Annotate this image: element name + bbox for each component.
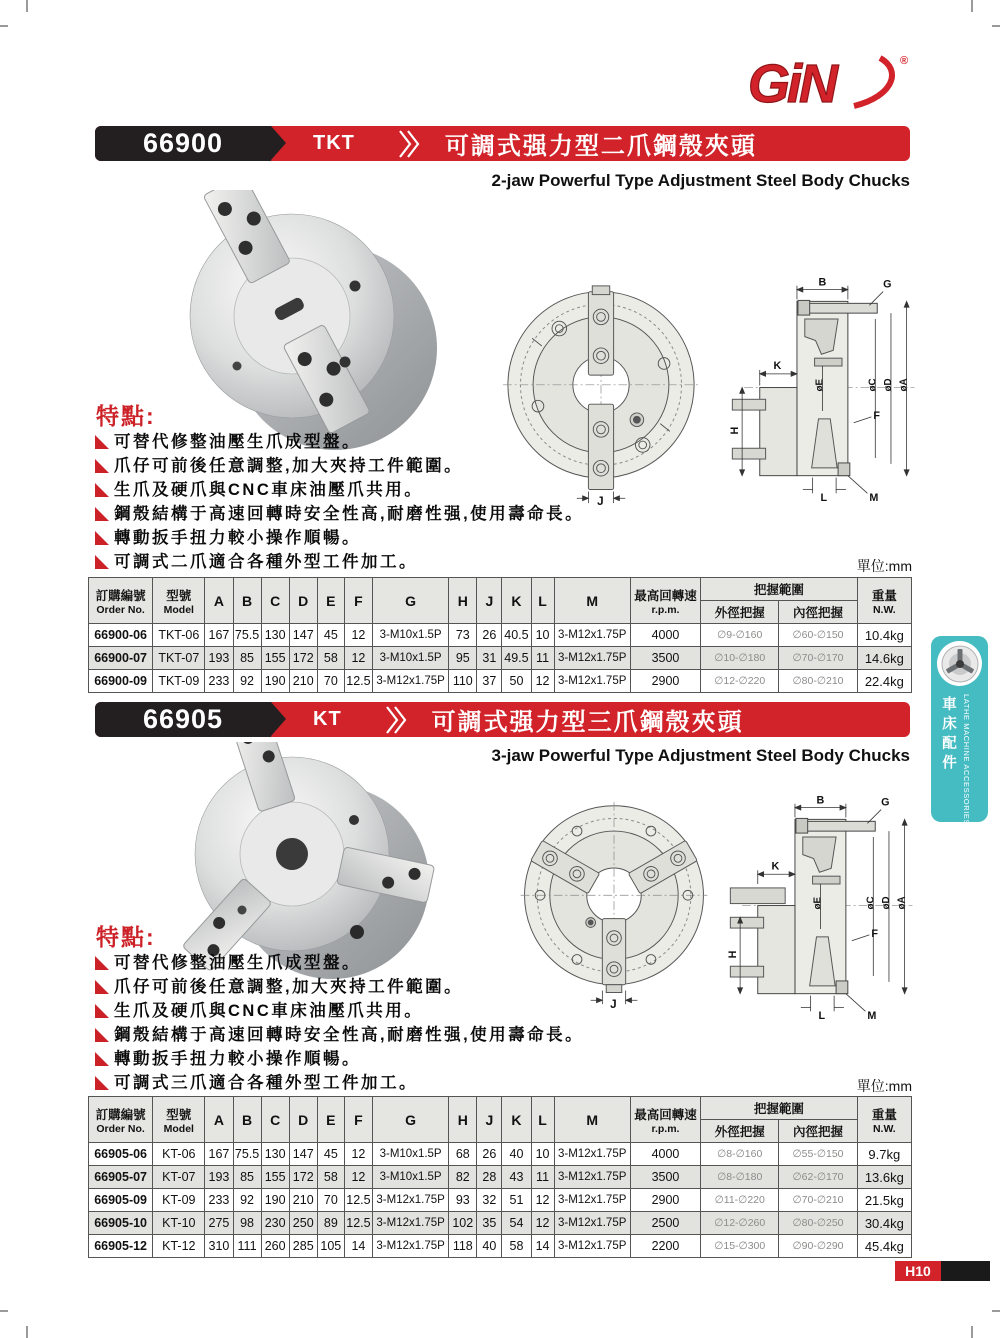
section-title-en: 2-jaw Powerful Type Adjustment Steel Body Chucks [491, 171, 910, 190]
crop-mark [971, 1326, 973, 1338]
cell: ∅8-∅160 [701, 1143, 779, 1166]
cell: 68 [449, 1143, 477, 1166]
cell: 12 [531, 1189, 554, 1212]
features-list-2 [95, 953, 584, 1097]
cell: KT-10 [153, 1212, 205, 1235]
cell: ∅60-∅150 [779, 624, 857, 647]
cell: KT-06 [153, 1143, 205, 1166]
category-tab [931, 636, 988, 826]
col-header-M: M [554, 578, 630, 624]
svg-text:K: K [771, 860, 780, 873]
feature-text: 可替代修整油壓生爪成型盤。 [114, 433, 361, 451]
side-view-drawing-2 [714, 790, 919, 1030]
feature-text: 可調式三爪適合各種外型工件加工。 [114, 1074, 418, 1092]
svg-text:øD: øD [880, 896, 892, 910]
cell: 11 [531, 1166, 554, 1189]
side-view-drawing-1 [716, 272, 921, 512]
section-title-en: 3-jaw Powerful Type Adjustment Steel Body Chucks [491, 746, 910, 765]
svg-text:M: M [869, 492, 879, 505]
product-photo-2jaw [140, 190, 475, 467]
cell: 130 [261, 624, 289, 647]
cell: 66905-10 [89, 1212, 153, 1235]
cell: KT-09 [153, 1189, 205, 1212]
feature-item [95, 504, 584, 528]
col-header-rpm: 最高回轉速 r.p.m. [630, 1097, 700, 1143]
cell: 50 [502, 670, 531, 693]
cell: 37 [477, 670, 502, 693]
cell: 105 [317, 1235, 344, 1258]
bullet-triangle-icon [95, 980, 109, 994]
feature-text: 可調式二爪適合各種外型工件加工。 [114, 553, 418, 571]
svg-text:øD: øD [882, 378, 894, 392]
cell: 66900-06 [89, 624, 153, 647]
svg-text:G: G [883, 278, 892, 291]
svg-text:®: ® [900, 55, 909, 67]
col-header-weight: 重量 N.W. [857, 1097, 911, 1143]
spec-table-66900 [88, 577, 912, 693]
col-header-F: F [344, 1097, 372, 1143]
cell: 3500 [630, 647, 700, 670]
crop-mark [992, 25, 1000, 27]
bullet-triangle-icon [95, 435, 109, 449]
bullet-triangle-icon [95, 555, 109, 569]
cell: 45.4kg [857, 1235, 911, 1258]
cell: 147 [289, 1143, 317, 1166]
svg-text:øE: øE [812, 896, 824, 910]
cell: 58 [317, 647, 344, 670]
feature-item [95, 480, 584, 504]
brand-logo [742, 48, 927, 120]
cell: 32 [477, 1189, 502, 1212]
cell: 12.5 [344, 1189, 372, 1212]
cell: 66900-07 [89, 647, 153, 670]
cell: 12 [344, 1166, 372, 1189]
cell: 12.5 [344, 1212, 372, 1235]
cell: 26 [477, 624, 502, 647]
table-row [89, 1235, 912, 1258]
cell: 12 [344, 624, 372, 647]
crop-mark [0, 1310, 8, 1312]
cell: 2500 [630, 1212, 700, 1235]
cell: 93 [449, 1189, 477, 1212]
feature-text: 鋼殼結構于高速回轉時安全性高,耐磨性强,使用壽命長。 [114, 1026, 585, 1044]
col-header-J: J [477, 1097, 502, 1143]
feature-item [95, 977, 584, 1001]
cell: 310 [205, 1235, 233, 1258]
cell: 70 [317, 1189, 344, 1212]
series-label: KT [313, 708, 342, 730]
cell: 2900 [630, 1189, 700, 1212]
page-number-label: H10 [895, 1261, 941, 1281]
cell: 193 [205, 647, 233, 670]
cell: 275 [205, 1212, 233, 1235]
cell: 3-M12x1.75P [554, 1166, 630, 1189]
cell: 11 [531, 647, 554, 670]
col-header-weight: 重量 N.W. [857, 578, 911, 624]
cell: 118 [449, 1235, 477, 1258]
cell: 40 [502, 1143, 531, 1166]
cell: 22.4kg [857, 670, 911, 693]
features-heading: 特點: [96, 924, 156, 950]
cell: 3-M12x1.75P [554, 1212, 630, 1235]
feature-text: 轉動扳手扭力較小操作順暢。 [114, 1050, 361, 1068]
cell: 130 [261, 1143, 289, 1166]
unit-label: 單位:mm [856, 1078, 912, 1094]
cell: 49.5 [502, 647, 531, 670]
cell: 58 [317, 1166, 344, 1189]
feature-item [95, 1001, 584, 1025]
cell: 111 [233, 1235, 261, 1258]
cell: 58 [502, 1235, 531, 1258]
cell: ∅11-∅220 [701, 1189, 779, 1212]
category-tab-chuck-icon [937, 641, 982, 686]
col-header-B: B [233, 578, 261, 624]
cell: ∅80-∅250 [779, 1212, 857, 1235]
cell: 155 [261, 647, 289, 670]
table-row [89, 1212, 912, 1235]
cell: 89 [317, 1212, 344, 1235]
svg-text:K: K [773, 359, 782, 372]
cell: 4000 [630, 624, 700, 647]
features-heading: 特點: [96, 403, 156, 429]
section-banner-66900 [95, 126, 910, 161]
series-label: TKT [313, 132, 355, 154]
cell: ∅12-∅260 [701, 1212, 779, 1235]
cell: 51 [502, 1189, 531, 1212]
table-row [89, 1189, 912, 1212]
cell: 66900-09 [89, 670, 153, 693]
cell: 285 [289, 1235, 317, 1258]
feature-item [95, 552, 584, 576]
cell: ∅15-∅300 [701, 1235, 779, 1258]
svg-text:H: H [727, 950, 740, 959]
col-header-F: F [344, 578, 372, 624]
cell: 45 [317, 624, 344, 647]
cell: 12 [344, 1143, 372, 1166]
svg-text:øE: øE [814, 378, 826, 392]
cell: 66905-06 [89, 1143, 153, 1166]
cell: 75.5 [233, 624, 261, 647]
cell: 92 [233, 670, 261, 693]
svg-text:øC: øC [865, 896, 877, 910]
cell: 147 [289, 624, 317, 647]
col-header-K: K [502, 1097, 531, 1143]
cell: 155 [261, 1166, 289, 1189]
svg-text:L: L [818, 1010, 826, 1023]
table-row [89, 647, 912, 670]
col-header-C: C [261, 1097, 289, 1143]
feature-text: 生爪及硬爪與CNC車床油壓爪共用。 [114, 1002, 424, 1020]
svg-text:J: J [610, 998, 617, 1010]
feature-item [95, 953, 584, 977]
feature-text: 鋼殼結構于高速回轉時安全性高,耐磨性强,使用壽命長。 [114, 505, 585, 523]
col-header-model: 型號 Model [153, 578, 205, 624]
col-header-C: C [261, 578, 289, 624]
cell: 3-M12x1.75P [372, 670, 448, 693]
table-row [89, 1166, 912, 1189]
col-header-grip: 把握範圍 [701, 578, 858, 601]
cell: 95 [449, 647, 477, 670]
cell: 85 [233, 1166, 261, 1189]
cell: 210 [289, 670, 317, 693]
feature-item [95, 1049, 584, 1073]
cell: 13.6kg [857, 1166, 911, 1189]
col-header-D: D [289, 1097, 317, 1143]
bullet-triangle-icon [95, 531, 109, 545]
cell: 3-M10x1.5P [372, 1143, 448, 1166]
svg-text:H: H [729, 426, 742, 435]
cell: 2900 [630, 670, 700, 693]
cell: 190 [261, 1189, 289, 1212]
svg-text:øA: øA [898, 378, 910, 392]
product-code-badge [95, 126, 271, 161]
feature-text: 可替代修整油壓生爪成型盤。 [114, 954, 361, 972]
cell: 92 [233, 1189, 261, 1212]
col-header-rpm: 最高回轉速 r.p.m. [630, 578, 700, 624]
cell: 233 [205, 670, 233, 693]
cell: 12 [531, 1212, 554, 1235]
feature-item [95, 456, 584, 480]
feature-text: 轉動扳手扭力較小操作順暢。 [114, 529, 361, 547]
cell: 43 [502, 1166, 531, 1189]
product-code: 66905 [142, 704, 224, 734]
cell: 70 [317, 670, 344, 693]
cell: 260 [261, 1235, 289, 1258]
bullet-triangle-icon [95, 1028, 109, 1042]
feature-item [95, 1025, 584, 1049]
col-header-grip-inner: 內徑把握 [779, 601, 857, 624]
cell: 3-M10x1.5P [372, 624, 448, 647]
bullet-triangle-icon [95, 1052, 109, 1066]
table-row [89, 670, 912, 693]
features-list-1 [95, 432, 584, 576]
bullet-triangle-icon [95, 956, 109, 970]
cell: 12.5 [344, 670, 372, 693]
chevron-separator-icon [397, 130, 423, 158]
cell: 85 [233, 647, 261, 670]
cell: 14 [531, 1235, 554, 1258]
col-header-A: A [205, 1097, 233, 1143]
cell: 66905-09 [89, 1189, 153, 1212]
col-header-K: K [502, 578, 531, 624]
unit-label: 單位:mm [856, 558, 912, 574]
cell: 73 [449, 624, 477, 647]
cell: ∅70-∅210 [779, 1189, 857, 1212]
table-row [89, 1143, 912, 1166]
cell: 2200 [630, 1235, 700, 1258]
col-header-D: D [289, 578, 317, 624]
cell: 30.4kg [857, 1212, 911, 1235]
svg-text:B: B [816, 794, 825, 807]
feature-item [95, 528, 584, 552]
cell: 31 [477, 647, 502, 670]
col-header-G: G [372, 1097, 448, 1143]
svg-text:L: L [820, 492, 828, 505]
cell: KT-07 [153, 1166, 205, 1189]
cell: 3-M12x1.75P [554, 1189, 630, 1212]
cell: 21.5kg [857, 1189, 911, 1212]
cell: 193 [205, 1166, 233, 1189]
bullet-triangle-icon [95, 1004, 109, 1018]
cell: 66905-12 [89, 1235, 153, 1258]
cell: 12 [531, 670, 554, 693]
section-banner-66905 [95, 702, 910, 737]
page-number [895, 1261, 990, 1281]
col-header-L: L [531, 1097, 554, 1143]
cell: 3-M12x1.75P [554, 1143, 630, 1166]
cell: 14.6kg [857, 647, 911, 670]
col-header-L: L [531, 578, 554, 624]
cell: 102 [449, 1212, 477, 1235]
col-header-grip-outer: 外徑把握 [701, 1120, 779, 1143]
cell: ∅62-∅170 [779, 1166, 857, 1189]
category-tab-label-zh: 車床配件 [940, 696, 956, 774]
cell: 98 [233, 1212, 261, 1235]
col-header-H: H [449, 1097, 477, 1143]
cell: 3-M12x1.75P [554, 647, 630, 670]
cell: 14 [344, 1235, 372, 1258]
cell: 190 [261, 670, 289, 693]
col-header-model: 型號 Model [153, 1097, 205, 1143]
cell: 10 [531, 624, 554, 647]
col-header-grip: 把握範圍 [701, 1097, 858, 1120]
cell: 230 [261, 1212, 289, 1235]
cell: 250 [289, 1212, 317, 1235]
cell: KT-12 [153, 1235, 205, 1258]
crop-mark [971, 0, 973, 12]
spec-table-66905 [88, 1096, 912, 1258]
feature-text: 生爪及硬爪與CNC車床油壓爪共用。 [114, 481, 424, 499]
cell: 45 [317, 1143, 344, 1166]
col-header-grip-outer: 外徑把握 [701, 601, 779, 624]
section-title-zh: 可調式强力型三爪鋼殼夾頭 [431, 709, 744, 736]
svg-text:G: G [881, 796, 890, 809]
page-number-bar [941, 1261, 990, 1281]
cell: 233 [205, 1189, 233, 1212]
col-header-H: H [449, 578, 477, 624]
svg-text:GiN: GiN [748, 54, 836, 114]
product-code: 66900 [142, 128, 224, 158]
cell: TKT-07 [153, 647, 205, 670]
bullet-triangle-icon [95, 483, 109, 497]
product-code-badge [95, 702, 271, 737]
section-title-zh: 可調式强力型二爪鋼殼夾頭 [444, 133, 757, 160]
svg-text:M: M [867, 1010, 877, 1023]
svg-text:øA: øA [896, 896, 908, 910]
crop-mark [26, 0, 28, 12]
cell: ∅80-∅210 [779, 670, 857, 693]
cell: 28 [477, 1166, 502, 1189]
cell: 3-M12x1.75P [554, 670, 630, 693]
gin-logo-icon [742, 48, 927, 120]
cell: ∅90-∅290 [779, 1235, 857, 1258]
feature-text: 爪仔可前後任意調整,加大夾持工件範圍。 [114, 978, 464, 996]
cell: 3-M12x1.75P [372, 1189, 448, 1212]
category-tab-label-en: LATHE MACHINE ACCESSORIES [962, 694, 971, 826]
cell: 3-M12x1.75P [554, 624, 630, 647]
cell: ∅55-∅150 [779, 1143, 857, 1166]
bullet-triangle-icon [95, 507, 109, 521]
chevron-separator-icon [384, 706, 410, 734]
cell: ∅12-∅220 [701, 670, 779, 693]
feature-item [95, 1073, 584, 1097]
col-header-order: 訂購編號 Order No. [89, 578, 153, 624]
cell: 3-M12x1.75P [554, 1235, 630, 1258]
bullet-triangle-icon [95, 1076, 109, 1090]
col-header-B: B [233, 1097, 261, 1143]
svg-text:F: F [871, 927, 878, 940]
cell: 3-M10x1.5P [372, 647, 448, 670]
svg-text:øC: øC [867, 378, 879, 392]
svg-text:B: B [818, 276, 827, 289]
col-header-E: E [317, 578, 344, 624]
cell: 167 [205, 1143, 233, 1166]
feature-text: 爪仔可前後任意調整,加大夾持工件範圍。 [114, 457, 464, 475]
col-header-grip-inner: 內徑把握 [779, 1120, 857, 1143]
cell: ∅10-∅180 [701, 647, 779, 670]
cell: ∅8-∅180 [701, 1166, 779, 1189]
cell: TKT-06 [153, 624, 205, 647]
cell: 82 [449, 1166, 477, 1189]
col-header-G: G [372, 578, 448, 624]
svg-text:J: J [597, 495, 604, 507]
cell: 3-M10x1.5P [372, 1166, 448, 1189]
cell: 40.5 [502, 624, 531, 647]
crop-mark [0, 25, 8, 27]
cell: 4000 [630, 1143, 700, 1166]
cell: 10.4kg [857, 624, 911, 647]
table-row [89, 624, 912, 647]
crop-mark [26, 1326, 28, 1338]
cell: 172 [289, 1166, 317, 1189]
col-header-M: M [554, 1097, 630, 1143]
cell: 210 [289, 1189, 317, 1212]
crop-mark [992, 1310, 1000, 1312]
cell: 54 [502, 1212, 531, 1235]
cell: 9.7kg [857, 1143, 911, 1166]
bullet-triangle-icon [95, 459, 109, 473]
cell: ∅70-∅170 [779, 647, 857, 670]
cell: 75.5 [233, 1143, 261, 1166]
cell: 172 [289, 647, 317, 670]
cell: ∅9-∅160 [701, 624, 779, 647]
cell: TKT-09 [153, 670, 205, 693]
col-header-order: 訂購編號 Order No. [89, 1097, 153, 1143]
col-header-J: J [477, 578, 502, 624]
cell: 12 [344, 647, 372, 670]
cell: 3500 [630, 1166, 700, 1189]
cell: 110 [449, 670, 477, 693]
cell: 66905-07 [89, 1166, 153, 1189]
cell: 35 [477, 1212, 502, 1235]
cell: 26 [477, 1143, 502, 1166]
cell: 40 [477, 1235, 502, 1258]
svg-text:F: F [873, 409, 880, 422]
cell: 3-M12x1.75P [372, 1235, 448, 1258]
cell: 10 [531, 1143, 554, 1166]
col-header-A: A [205, 578, 233, 624]
feature-item [95, 432, 584, 456]
col-header-E: E [317, 1097, 344, 1143]
cell: 3-M12x1.75P [372, 1212, 448, 1235]
cell: 167 [205, 624, 233, 647]
